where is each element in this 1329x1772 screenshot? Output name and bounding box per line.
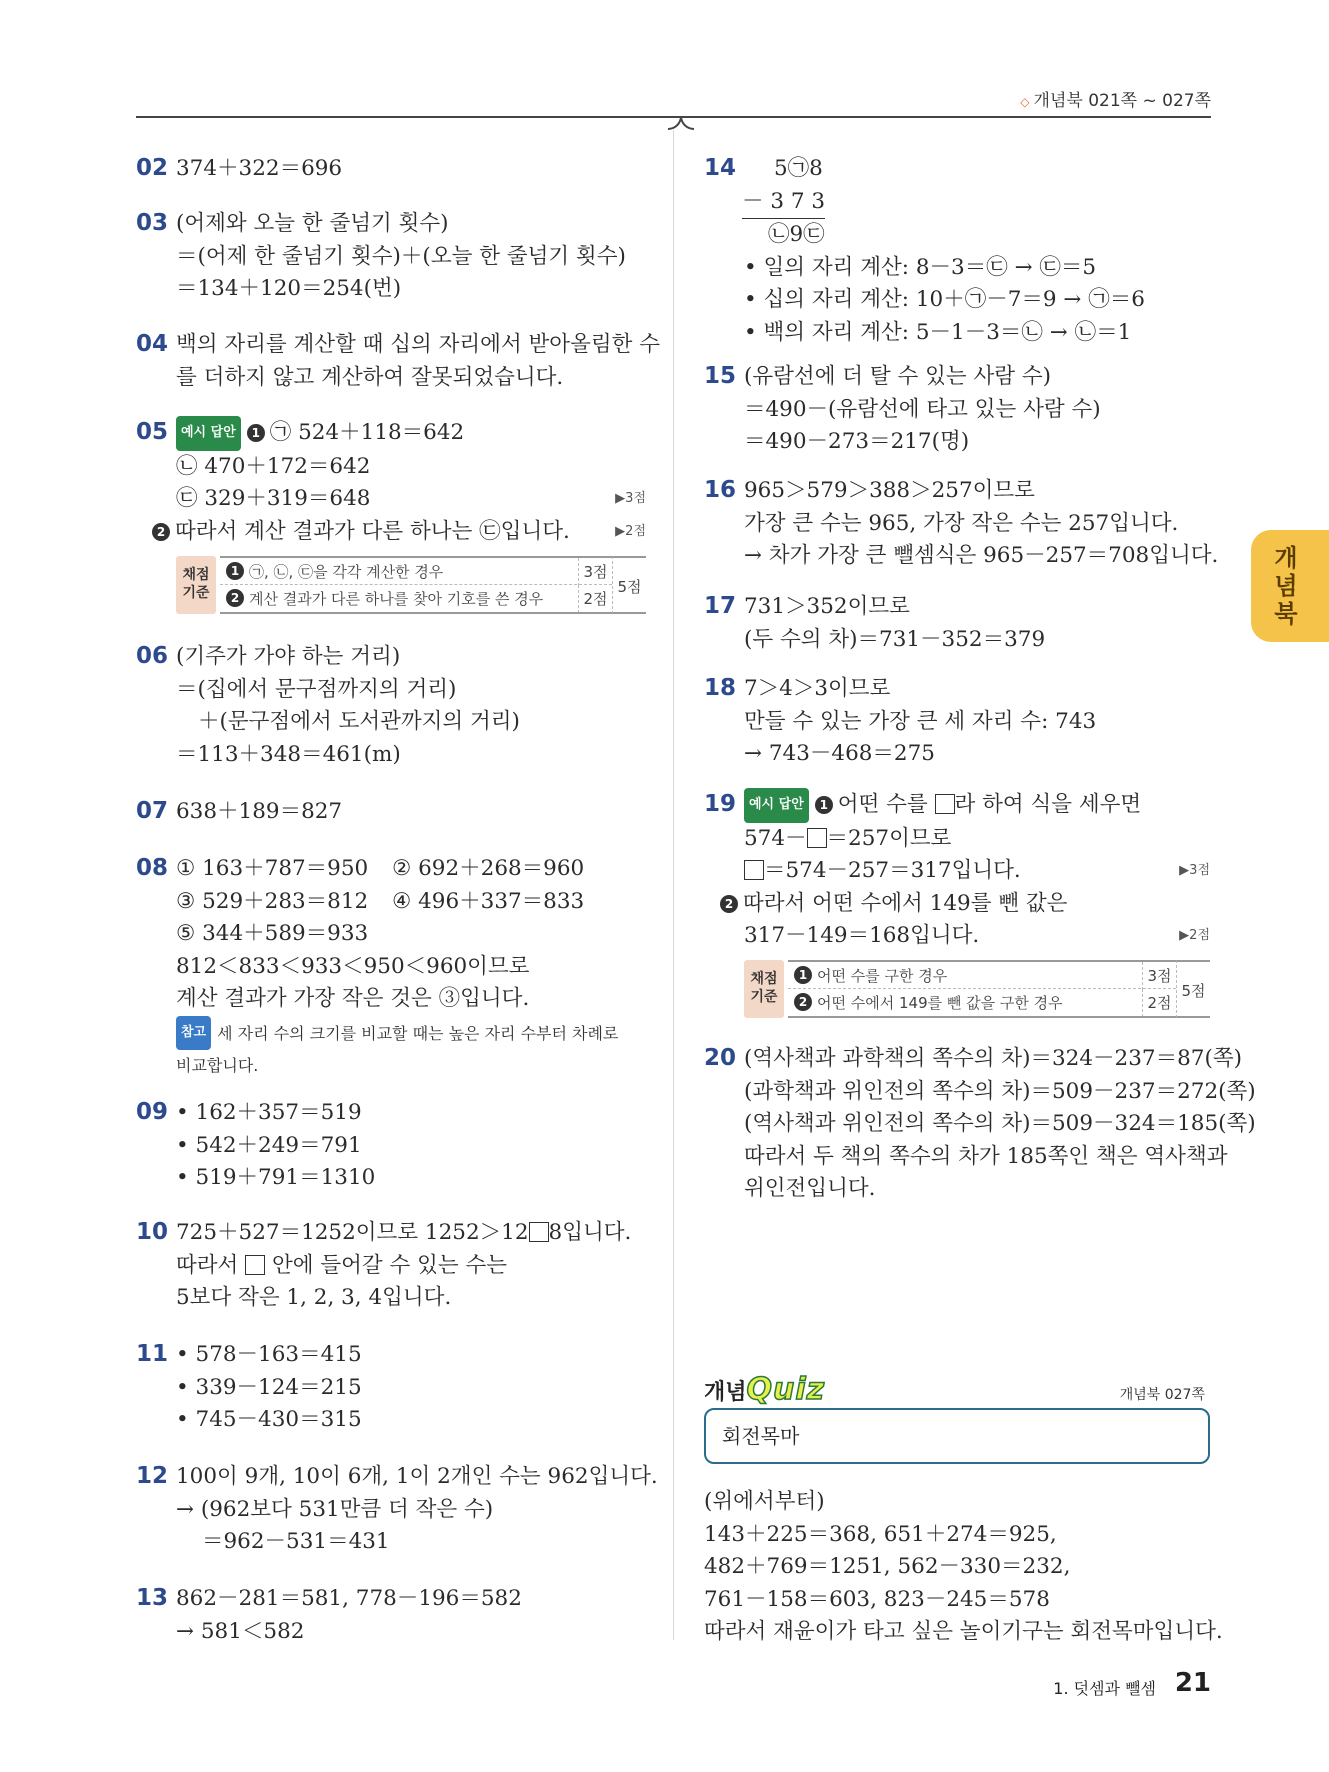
page-number: 21 xyxy=(1174,1668,1211,1698)
answer-line: 731＞352이므로 xyxy=(744,594,910,619)
grading-total: 5점 xyxy=(612,556,646,614)
step-marker: 2 xyxy=(794,993,812,1011)
answer-line: 따라서 어떤 수에서 149를 뺀 값은 xyxy=(743,890,1068,916)
answer-line: 따라서 계산 결과가 다른 하나는 ㉢입니다. xyxy=(175,518,570,544)
step-marker: 2 xyxy=(226,589,244,607)
grading-row xyxy=(788,960,1176,988)
grading-tag: 채점 기준 xyxy=(744,960,784,1018)
grading-row-points: 3점 xyxy=(1142,962,1176,990)
grading-row-text: 계산 결과가 다른 하나를 찾아 기호를 쓴 경우 xyxy=(249,590,544,608)
answer-line: ④ 496＋337＝833 xyxy=(392,888,585,914)
answer-line: → 743－468＝275 xyxy=(744,741,935,766)
subtraction-row: － 3 7 3 xyxy=(742,186,825,220)
answer-line: ① 163＋787＝950 xyxy=(176,856,369,881)
answer-19 xyxy=(704,788,1210,953)
answer-line: ＝962－531＝431 xyxy=(202,1529,390,1554)
answer-line: ＋(문구점에서 도서관까지의 거리) xyxy=(198,709,520,734)
note-line: 세 자리 수의 크기를 비교할 때는 높은 자리 수부터 차례로 xyxy=(217,1023,619,1043)
answer-line: 965＞579＞388＞257이므로 xyxy=(744,478,1035,503)
grading-tag: 채점 기준 xyxy=(176,556,216,614)
question-number: 16 xyxy=(704,477,737,503)
answer-line: • 백의 자리 계산: 5－1－3＝㉡ → ㉡＝1 xyxy=(744,319,1132,345)
answer-line: ＝(집에서 문구점까지의 거리) xyxy=(176,676,457,702)
example-answer-badge: 예시 답안 xyxy=(744,788,809,823)
answer-06 xyxy=(136,640,520,771)
answer-line: 574－ xyxy=(744,825,807,851)
answer-line: 7＞4＞3이므로 xyxy=(744,676,891,701)
answer-line: ＝113＋348＝461(m) xyxy=(176,741,401,767)
answer-line: ＝574－257＝317입니다. xyxy=(764,858,1021,883)
question-number: 13 xyxy=(136,1585,169,1611)
answer-line: • 일의 자리 계산: 8－3＝㉢ → ㉢＝5 xyxy=(744,254,1097,280)
step-marker: 1 xyxy=(815,796,833,814)
answer-line: (과학책과 위인전의 쪽수의 차)＝509－237＝272(쪽) xyxy=(744,1078,1256,1104)
answer-line: ③ 529＋283＝812 xyxy=(176,888,369,914)
answer-line: ⑤ 344＋589＝933 xyxy=(176,921,369,946)
answer-line: ＝490－273＝217(명) xyxy=(744,429,970,454)
answer-line: 따라서 두 책의 쪽수의 차가 185쪽인 책은 역사책과 xyxy=(744,1143,1228,1169)
answer-line: 143＋225＝368, 651＋274＝925, xyxy=(704,1521,1057,1547)
answer-line: 를 더하지 않고 계산하여 잘못되었습니다. xyxy=(176,364,564,390)
answer-line: ㉢ 329＋319＝648 xyxy=(176,486,371,511)
question-number: 07 xyxy=(136,798,169,824)
answer-12 xyxy=(136,1460,658,1559)
answer-line: 가장 큰 수는 965, 가장 작은 수는 257입니다. xyxy=(744,510,1179,536)
answer-line: 862－281＝581, 778－196＝582 xyxy=(176,1586,522,1611)
answer-line: 100이 9개, 10이 6개, 1이 2개인 수는 962입니다. xyxy=(176,1464,658,1489)
grading-row-points: 2점 xyxy=(1142,989,1176,1017)
answer-09 xyxy=(136,1096,375,1195)
answer-line: 백의 자리를 계산할 때 십의 자리에서 받아올림한 수 xyxy=(176,332,660,357)
grading-rule xyxy=(220,612,646,614)
answer-line: • 162＋357＝519 xyxy=(176,1100,362,1125)
question-number: 11 xyxy=(136,1341,169,1367)
answer-line: 482＋769＝1251, 562－330＝232, xyxy=(704,1554,1071,1579)
answer-line: 만들 수 있는 가장 큰 세 자리 수: 743 xyxy=(744,708,1097,734)
blank-box xyxy=(935,794,955,814)
answer-line: (유람선에 더 탈 수 있는 사람 수) xyxy=(744,364,1052,389)
answer-line: 안에 들어갈 수 있는 수는 xyxy=(265,1252,508,1278)
header-reference xyxy=(1020,86,1211,111)
grading-row xyxy=(220,584,612,612)
diamond-icon: ◇ xyxy=(1020,95,1030,109)
section-tab[interactable] xyxy=(1251,530,1329,642)
answer-04 xyxy=(136,328,660,394)
grading-criteria-05 xyxy=(176,556,646,616)
answer-line: (기주가 가야 하는 거리) xyxy=(176,644,401,669)
question-number: 19 xyxy=(704,791,737,817)
step-marker: 2 xyxy=(720,895,738,913)
blank-box xyxy=(744,860,764,880)
grading-criteria-19 xyxy=(744,960,1210,1020)
answer-line: 따라서 xyxy=(176,1252,246,1278)
answer-05 xyxy=(136,416,646,548)
section-tab-label: 개념북 xyxy=(1274,544,1298,628)
question-number: 03 xyxy=(136,210,169,236)
answer-11 xyxy=(136,1338,362,1437)
subtraction-result: ㉡9㉢ xyxy=(768,222,825,247)
answer-15 xyxy=(704,360,1101,459)
answer-line: ② 692＋268＝960 xyxy=(392,856,585,881)
question-number: 04 xyxy=(136,331,169,357)
answer-08 xyxy=(136,852,618,1083)
question-number: 05 xyxy=(136,419,169,445)
question-number: 15 xyxy=(704,363,737,389)
answer-line: 761－158＝603, 823－245＝578 xyxy=(704,1586,1050,1612)
grading-row xyxy=(788,988,1176,1016)
quiz-title xyxy=(704,1372,825,1407)
answer-02 xyxy=(136,152,342,186)
question-number: 17 xyxy=(704,593,737,619)
answer-line: → 차가 가장 큰 뺄셈식은 965－257＝708입니다. xyxy=(744,543,1219,568)
points-marker: ▶3점 xyxy=(1179,863,1210,878)
answer-line: (역사책과 위인전의 쪽수의 차)＝509－324＝185(쪽) xyxy=(744,1111,1256,1136)
answer-20 xyxy=(704,1042,1256,1206)
answer-line: ㉠ 524＋118＝642 xyxy=(269,420,465,445)
answer-line: 8입니다. xyxy=(548,1220,632,1245)
question-number: 08 xyxy=(136,855,169,881)
answer-line: 어떤 수를 xyxy=(837,792,935,817)
answer-line: ＝134＋120＝254(번) xyxy=(176,276,402,301)
question-number: 06 xyxy=(136,643,169,669)
points-marker: ▶2점 xyxy=(1179,928,1210,943)
quiz-title-word: Quiz xyxy=(746,1372,826,1407)
blank-box xyxy=(807,828,827,848)
answer-line: • 578－163＝415 xyxy=(176,1342,362,1367)
answer-line: • 745－430＝315 xyxy=(176,1407,362,1432)
answer-line: (어제와 오늘 한 줄넘기 횟수) xyxy=(176,211,449,236)
answer-line: • 542＋249＝791 xyxy=(176,1132,362,1158)
question-number: 20 xyxy=(704,1045,737,1071)
answer-line: 따라서 재윤이가 타고 싶은 놀이기구는 회전목마입니다. xyxy=(704,1619,1223,1644)
answer-line: ＝257이므로 xyxy=(826,825,952,851)
answer-line: (역사책과 과학책의 쪽수의 차)＝324－237＝87(쪽) xyxy=(744,1046,1242,1071)
answer-line: ㉡ 470＋172＝642 xyxy=(176,453,371,479)
subtraction-row: 5㉠8 xyxy=(774,156,823,181)
grading-total: 5점 xyxy=(1176,960,1210,1018)
quiz-explanation xyxy=(704,1486,1223,1649)
answer-line: 계산 결과가 가장 작은 것은 ③입니다. xyxy=(176,986,530,1011)
chapter-title: 1. 덧셈과 뺄셈 xyxy=(1053,1679,1156,1698)
question-number: 14 xyxy=(704,155,737,181)
answer-17 xyxy=(704,590,1045,656)
note-badge: 참고 xyxy=(176,1016,211,1051)
grading-row-text: 어떤 수에서 149를 뺀 값을 구한 경우 xyxy=(817,994,1063,1012)
answer-14 xyxy=(704,152,1145,349)
question-number: 09 xyxy=(136,1099,169,1125)
answer-line: (위에서부터) xyxy=(704,1489,825,1514)
answer-text: 374＋322＝696 xyxy=(176,156,343,181)
step-marker: 1 xyxy=(226,562,244,580)
step-marker: 2 xyxy=(152,523,170,541)
answer-18 xyxy=(704,672,1096,771)
quiz-title-korean: 개념 xyxy=(704,1380,747,1405)
answer-line: → 581＜582 xyxy=(176,1618,305,1644)
step-marker: 1 xyxy=(794,966,812,984)
answer-line: → (962보다 531만큼 더 작은 수) xyxy=(176,1496,494,1522)
header-notch-right xyxy=(680,116,694,130)
answer-line: 위인전입니다. xyxy=(744,1176,876,1201)
question-number: 02 xyxy=(136,155,169,181)
blank-box xyxy=(529,1222,549,1242)
question-number: 10 xyxy=(136,1219,169,1245)
answer-07 xyxy=(136,795,342,829)
answer-line: ＝(어제 한 줄넘기 횟수)＋(오늘 한 줄넘기 횟수) xyxy=(176,243,626,269)
answer-line: 317－149＝168입니다. xyxy=(744,923,980,948)
quiz-reference: 개념북 027쪽 xyxy=(1119,1387,1205,1403)
answer-10 xyxy=(136,1216,631,1315)
question-number: 18 xyxy=(704,675,737,701)
grading-row-points: 2점 xyxy=(578,585,612,613)
step-marker: 1 xyxy=(247,424,265,442)
grading-row-text: 어떤 수를 구한 경우 xyxy=(817,967,948,985)
blank-box xyxy=(245,1255,265,1275)
answer-line: • 519＋791＝1310 xyxy=(176,1165,376,1190)
answer-line: • 십의 자리 계산: 10＋㉠－7＝9 → ㉠＝6 xyxy=(744,287,1145,312)
example-answer-badge: 예시 답안 xyxy=(176,416,241,451)
answer-line: 5보다 작은 1, 2, 3, 4입니다. xyxy=(176,1285,452,1310)
points-marker: ▶2점 xyxy=(615,523,646,539)
question-number: 12 xyxy=(136,1463,169,1489)
grading-row xyxy=(220,556,612,584)
grading-row-text: ㉠, ㉡, ㉢을 각각 계산한 경우 xyxy=(249,563,444,581)
points-marker: ▶3점 xyxy=(615,491,646,506)
quiz-answer-box: 회전목마 xyxy=(704,1408,1210,1464)
answer-13 xyxy=(136,1582,522,1648)
column-divider xyxy=(673,130,674,1640)
answer-text: 638＋189＝827 xyxy=(176,799,343,824)
answer-line: • 339－124＝215 xyxy=(176,1374,362,1400)
answer-line: 라 하여 식을 세우면 xyxy=(954,792,1142,817)
answer-line: ＝490－(유람선에 타고 있는 사람 수) xyxy=(744,396,1101,422)
grading-row-points: 3점 xyxy=(578,558,612,586)
answer-line: 812＜833＜933＜950＜960이므로 xyxy=(176,953,530,979)
answer-03 xyxy=(136,207,626,306)
note-line: 비교합니다. xyxy=(176,1056,259,1075)
grading-rule xyxy=(788,1016,1210,1018)
answer-16 xyxy=(704,474,1218,573)
answer-line: 725＋527＝1252이므로 1252＞12 xyxy=(176,1220,529,1245)
header-reference-text: 개념북 021쪽 ~ 027쪽 xyxy=(1033,91,1211,111)
answer-line: (두 수의 차)＝731－352＝379 xyxy=(744,626,1046,652)
